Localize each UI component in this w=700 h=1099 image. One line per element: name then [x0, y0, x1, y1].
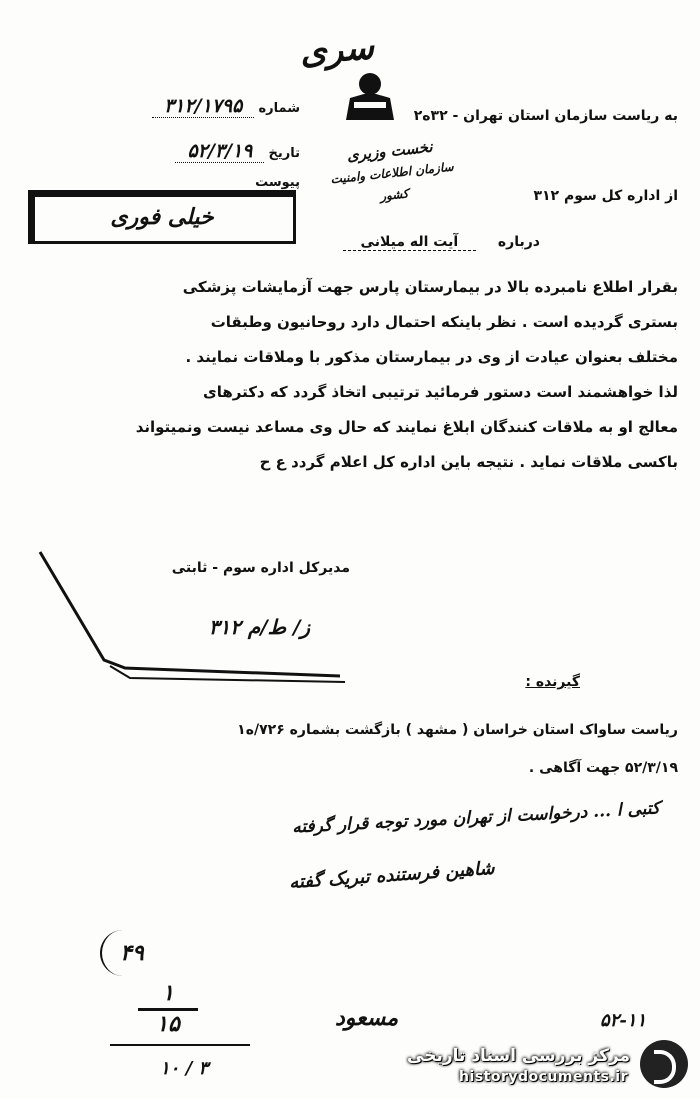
- subject-value: آیت اله میلانی: [343, 234, 477, 251]
- date-value: ۵۲/۳/۱۹: [175, 140, 264, 163]
- subject-label: درباره: [497, 234, 540, 250]
- handwritten-circled-number: ۴۹: [100, 930, 162, 976]
- handwritten-initials: مسعود: [335, 1005, 399, 1031]
- org-line-1: نخست وزیری: [346, 137, 434, 165]
- attachment-label: پیوست: [255, 175, 300, 190]
- signature-handwritten: ز/ ط/م ۳۱۲: [208, 615, 310, 639]
- handwritten-note-2: شاهین فرستنده تبریک گفته: [288, 857, 496, 894]
- number-field: [60, 95, 300, 117]
- date-field: [60, 140, 300, 162]
- handwritten-ref-number: ۵۲-۱۱: [600, 1010, 647, 1031]
- letter-body: [18, 270, 678, 480]
- lion-and-sun-emblem-icon: [340, 68, 400, 124]
- body-line: بستری گردیده است . نظر باینکه احتمال دارد روحانیون وطبقات: [210, 313, 678, 331]
- watermark-url: historydocuments.ir: [459, 1069, 628, 1085]
- body-line: بقرار اطلاع نامبرده بالا در بیمارستان پارس جهت آزمایشات پزشکی: [182, 278, 678, 296]
- recipient-line-2: ۵۲/۳/۱۹ جهت آگاهی .: [528, 760, 678, 776]
- body-line: مختلف بعنوان عیادت از وی در بیمارستان مذکور با وملاقات نمایند .: [185, 348, 678, 366]
- body-line: معالج او به ملاقات کنندگان ابلاغ نمایند که حال وی مساعد نیست ونمیتواند: [135, 418, 678, 436]
- recipient-line-1: ریاست ساواک استان خراسان ( مشهد ) بازگشت بشماره ۷۲۶/ه۱: [237, 722, 678, 738]
- handwritten-note-1: کتبی ا ... درخواست از تهران مورد توجه قرار گرفته: [291, 798, 661, 838]
- addressee-line: به ریاست سازمان استان تهران - ۳۲ه۲: [413, 108, 678, 124]
- fraction-bottom: ۱۵: [156, 1011, 180, 1037]
- urgent-stamp-box: [28, 190, 296, 244]
- history-documents-logo-icon: [640, 1040, 688, 1088]
- date-label: تاریخ: [268, 146, 300, 161]
- handwritten-fraction: [138, 980, 198, 1037]
- number-label: شماره: [258, 101, 300, 116]
- number-value: ۳۱۲/۱۷۹۵: [152, 95, 254, 118]
- handwritten-underline: [110, 1044, 250, 1046]
- attachment-field: [60, 175, 300, 190]
- letterhead-logo-text: سری: [298, 27, 376, 73]
- subject-line: [343, 234, 540, 250]
- organization-stamp: [319, 133, 465, 213]
- watermark-persian: مرکز بررسی اسناد تاریخی: [407, 1046, 630, 1066]
- from-office-line: از اداره کل سوم ۳۱۲: [533, 188, 678, 204]
- org-line-2: سازمان اطلاعات وامنیت کشور: [329, 159, 455, 204]
- handwritten-date: ۱۰ / ۳: [160, 1058, 209, 1079]
- recipient-label: گیرنده :: [525, 674, 580, 690]
- body-line: لذا خواهشمند است دستور فرمائید ترتیبی اتخاذ گردد که دکترهای: [202, 383, 678, 401]
- fraction-top: ۱: [162, 980, 174, 1006]
- body-line: باکسی ملاقات نماید . نتیجه باین اداره کل اعلام گردد ع ح: [259, 453, 678, 471]
- signature-title: مدیرکل اداره سوم - ثابتی: [171, 560, 350, 576]
- signature-bracket-stroke: [0, 540, 700, 700]
- urgent-stamp-text: خیلی فوری: [110, 204, 214, 230]
